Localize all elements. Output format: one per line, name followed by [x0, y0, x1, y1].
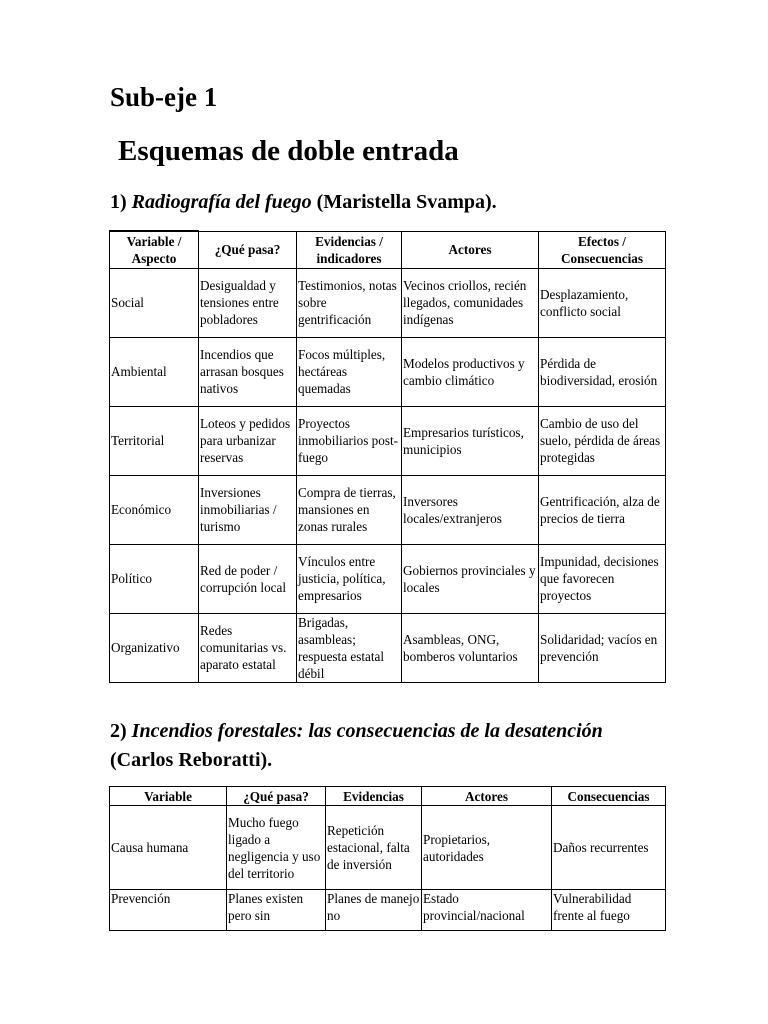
section-1-title: [110, 188, 670, 217]
table-cell: Solidaridad; vacíos en prevención: [539, 613, 666, 682]
table-row: [110, 268, 666, 337]
table-cell: Cambio de uso del suelo, pérdida de áreas protegidas: [539, 406, 666, 475]
table-cell: Social: [110, 268, 199, 337]
sub-eje-heading: Sub-eje 1: [110, 82, 218, 112]
table-cell: Testimonios, notas sobre gentrificación: [297, 268, 402, 337]
table-cell: Empresarios turísticos, municipios: [402, 406, 539, 475]
header-que-pasa: ¿Qué pasa?: [199, 231, 297, 268]
header-actores: Actores: [422, 787, 552, 806]
header-evidencias: Evidencias: [326, 787, 422, 806]
table-cell: Económico: [110, 475, 199, 544]
table-cell: Mucho fuego ligado a negligencia y uso del territorio: [227, 806, 326, 890]
table-cell: Focos múltiples, hectáreas quemadas: [297, 337, 402, 406]
table-cell: Prevención: [110, 890, 227, 931]
table-row: [110, 544, 666, 613]
header-variable: Variable / Aspecto: [110, 231, 199, 268]
table-cell: Modelos productivos y cambio climático: [402, 337, 539, 406]
section-2-article-title: Incendios forestales: las consecuencias de la desatención: [131, 720, 603, 742]
header-evidencias: Evidencias / indicadores: [297, 231, 402, 268]
table-cell: Desplazamiento, conflicto social: [539, 268, 666, 337]
section-1-book-title: Radiografía del fuego: [131, 191, 312, 213]
table-cell: Compra de tierras, mansiones en zonas rurales: [297, 475, 402, 544]
table-cell: Político: [110, 544, 199, 613]
table-cell: Redes comunitarias vs. aparato estatal: [199, 613, 297, 682]
table-header-row: [110, 787, 666, 806]
table-row: [110, 337, 666, 406]
section-1-number: 1): [110, 191, 127, 213]
table-row: [110, 406, 666, 475]
table-cell: Inversores locales/extranjeros: [402, 475, 539, 544]
table-cell: Incendios que arrasan bosques nativos: [199, 337, 297, 406]
table-cell: Planes existen pero sin: [227, 890, 326, 931]
table-cell: Asambleas, ONG, bomberos voluntarios: [402, 613, 539, 682]
table-row: [110, 890, 666, 931]
table-cell: Desigualdad y tensiones entre pobladores: [199, 268, 297, 337]
table-cell: Gobiernos provinciales y locales: [402, 544, 539, 613]
main-heading: Esquemas de doble entrada: [118, 135, 459, 167]
table-cell: Repetición estacional, falta de inversión: [326, 806, 422, 890]
table-cell: Vínculos entre justicia, política, empresarios: [297, 544, 402, 613]
table-cell: Loteos y pedidos para urbanizar reservas: [199, 406, 297, 475]
section-2-number: 2): [110, 720, 127, 742]
table-cell: Vecinos criollos, recién llegados, comunidades indígenas: [402, 268, 539, 337]
header-variable: Variable: [110, 787, 227, 806]
table-cell: Gentrificación, alza de precios de tierra: [539, 475, 666, 544]
section-2-author: (Carlos Reboratti).: [110, 749, 273, 771]
table-cell: Pérdida de biodiversidad, erosión: [539, 337, 666, 406]
table-row: [110, 475, 666, 544]
table-cell: Vulnerabilidad frente al fuego: [552, 890, 666, 931]
section-2-title: [110, 717, 670, 775]
table-cell: Estado provincial/nacional: [422, 890, 552, 931]
table-row: [110, 613, 666, 682]
table-cell: Inversiones inmobiliarias / turismo: [199, 475, 297, 544]
header-consecuencias: Consecuencias: [552, 787, 666, 806]
table-radiografia: [109, 230, 666, 683]
table-cell: Brigadas, asambleas; respuesta estatal débil: [297, 613, 402, 682]
section-1-author: (Maristella Svampa).: [316, 191, 497, 213]
table-cell: Ambiental: [110, 337, 199, 406]
table-cell: Impunidad, decisiones que favorecen proyectos: [539, 544, 666, 613]
header-efectos: Efectos / Consecuencias: [539, 231, 666, 268]
table-cell: Causa humana: [110, 806, 227, 890]
table-cell: Propietarios, autoridades: [422, 806, 552, 890]
table-cell: Daños recurrentes: [552, 806, 666, 890]
table-cell: Organizativo: [110, 613, 199, 682]
table-cell: Planes de manejo no: [326, 890, 422, 931]
table-cell: Red de poder / corrupción local: [199, 544, 297, 613]
header-actores: Actores: [402, 231, 539, 268]
table-header-row: [110, 231, 666, 268]
table-cell: Proyectos inmobiliarios post-fuego: [297, 406, 402, 475]
table-row: [110, 806, 666, 890]
table-reboratti: [109, 786, 666, 931]
table-cell: Territorial: [110, 406, 199, 475]
header-que-pasa: ¿Qué pasa?: [227, 787, 326, 806]
